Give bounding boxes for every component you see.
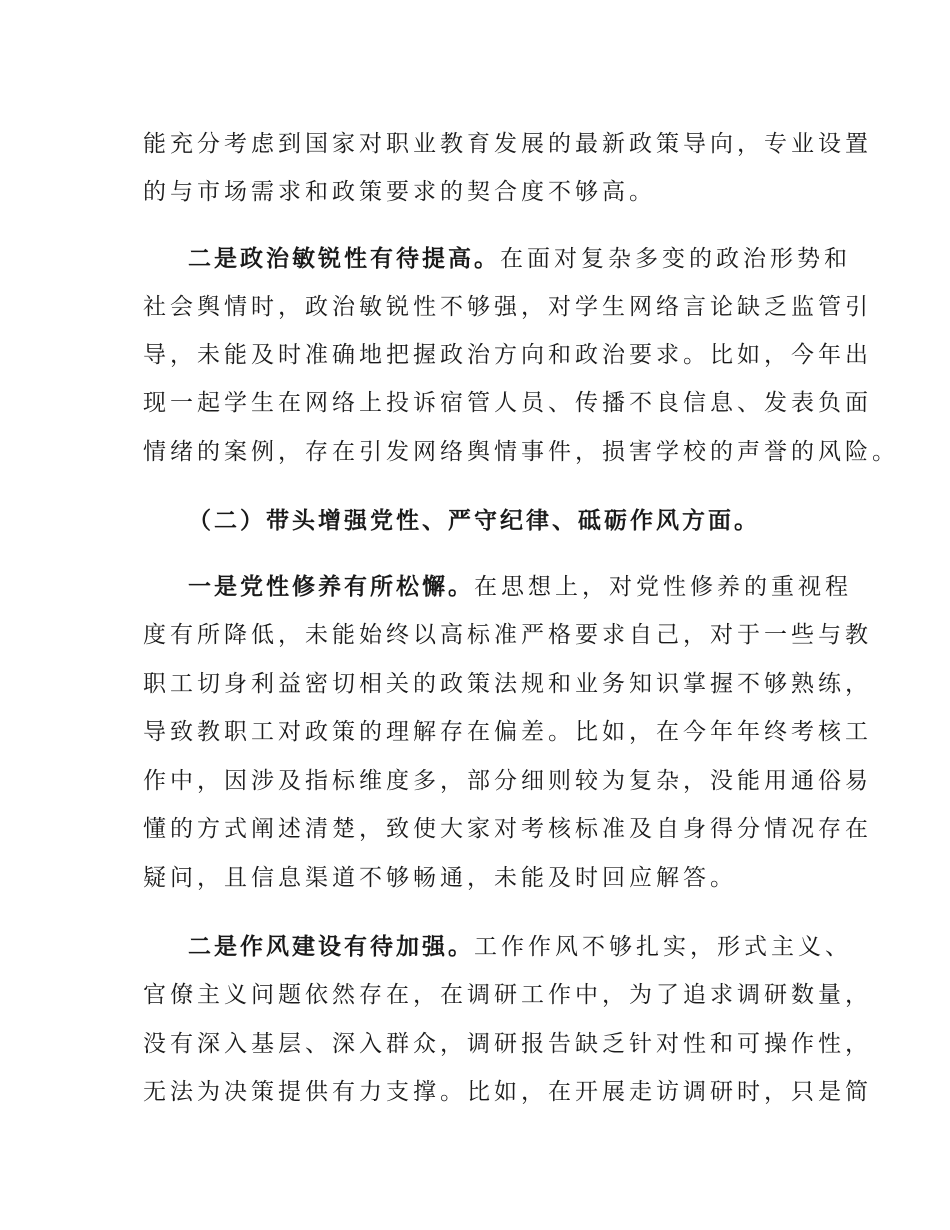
paragraph-text: 工作作风不够扎实，形式主义、 — [474, 934, 852, 960]
paragraph-line: 社会舆情时，政治敏锐性不够强，对学生网络言论缺乏监管引 — [143, 294, 872, 320]
paragraph-line: 情绪的案例，存在引发网络舆情事件，损害学校的声誉的风险。 — [143, 439, 899, 465]
paragraph-line: 官僚主义问题依然存在，在调研工作中，为了追求调研数量， — [143, 982, 872, 1008]
paragraph-line: 的与市场需求和政策要求的契合度不够高。 — [143, 179, 656, 205]
paragraph-line: 导致教职工对政策的理解存在偏差。比如，在今年年终考核工 — [143, 719, 872, 745]
paragraph-line: 无法为决策提供有力支撑。比如，在开展走访调研时，只是简 — [143, 1079, 872, 1105]
paragraph-line: 导，未能及时准确地把握政治方向和政治要求。比如，今年出 — [143, 342, 872, 368]
paragraph-text: 在面对复杂多变的政治形势和 — [500, 246, 851, 272]
section-heading: （二）带头增强党性、严守纪律、砥砺作风方面。 — [188, 508, 760, 534]
paragraph-line: 疑问，且信息渠道不够畅通，未能及时回应解答。 — [143, 865, 737, 891]
paragraph-line: 度有所降低，未能始终以高标准严格要求自己，对于一些与教 — [143, 622, 872, 648]
paragraph-text: 在思想上，对党性修养的重视程 — [474, 574, 852, 600]
paragraph-line — [188, 563, 852, 611]
paragraph-lead: 一是党性修养有所松懈。 — [188, 574, 474, 600]
paragraph-lead: 二是作风建设有待加强。 — [188, 934, 474, 960]
paragraph-lead: 二是政治敏锐性有待提高。 — [188, 246, 500, 272]
paragraph-line: 职工切身利益密切相关的政策法规和业务知识掌握不够熟练， — [143, 671, 872, 697]
paragraph-line — [188, 235, 851, 283]
paragraph-line: 没有深入基层、深入群众，调研报告缺乏针对性和可操作性， — [143, 1031, 872, 1057]
paragraph-line: 能充分考虑到国家对职业教育发展的最新政策导向，专业设置 — [143, 131, 872, 157]
paragraph-line: 现一起学生在网络上投诉宿管人员、传播不良信息、发表负面 — [143, 390, 872, 416]
paragraph-line: 懂的方式阐述清楚，致使大家对考核标准及自身得分情况存在 — [143, 816, 872, 842]
paragraph-line — [188, 923, 852, 971]
paragraph-line: 作中，因涉及指标维度多，部分细则较为复杂，没能用通俗易 — [143, 768, 872, 794]
